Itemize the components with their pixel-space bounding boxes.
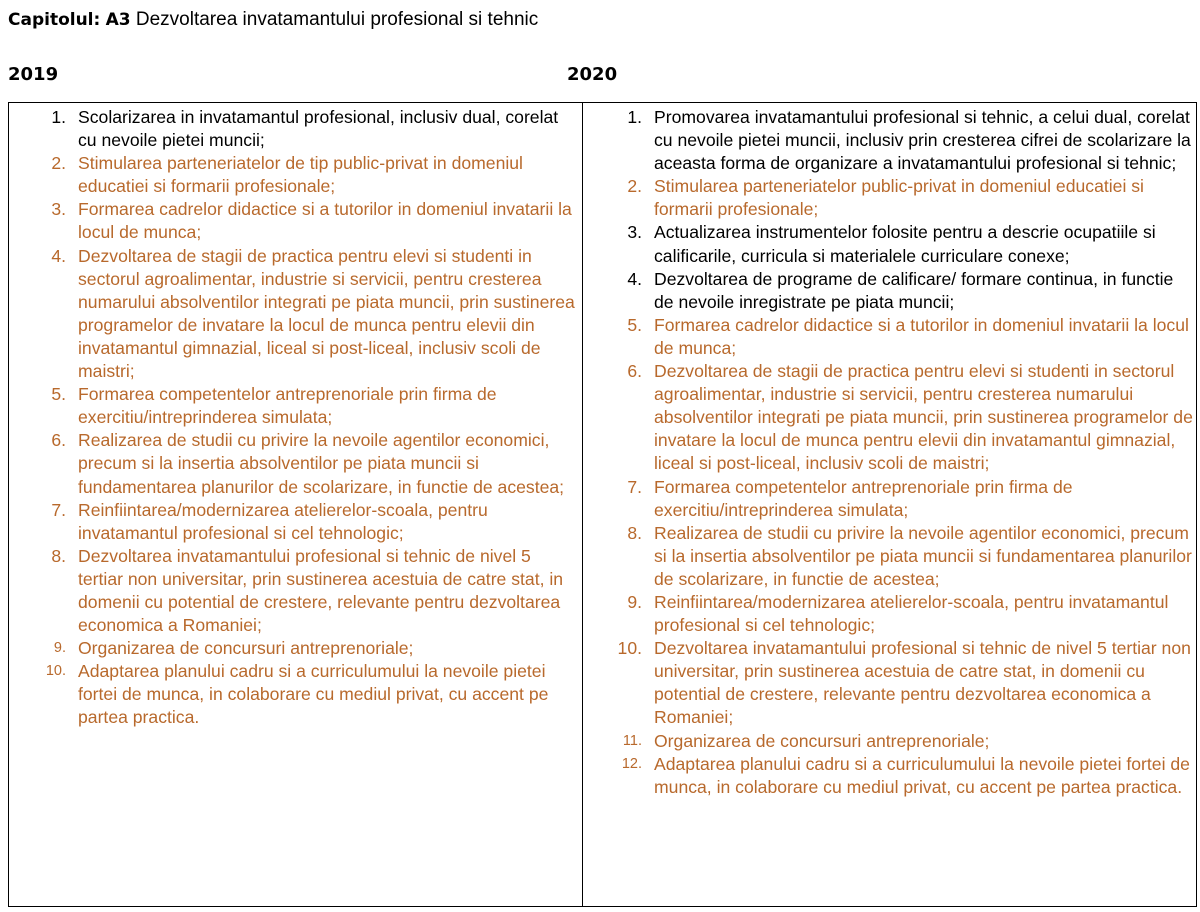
year-heading-2019: 2019 [8, 64, 59, 85]
item-text: Dezvoltarea invatamantului profesional si tehnic de nivel 5 tertiar non universitar, prin sustinerea acestuia de catre stat, in domenii cu potential de crestere, relevante pentru dezvoltarea economica a Romaniei; [78, 545, 564, 636]
item-text: Dezvoltarea de stagii de practica pentru elevi si studenti in sectorul agroalimentar, industrie si servicii, pentru cresterea numarului absolventilor integrati pe piata muncii, prin sustinerea programelor de invatare la locul de munca pentru elevii din invatamantul gimnazial, liceal si post-liceal, inclusiv scoli de maistri; [78, 245, 575, 382]
item-number: 3. [627, 222, 642, 243]
list-item [40, 152, 580, 198]
column-divider [582, 102, 583, 907]
list-item [616, 360, 1194, 475]
list-item [40, 637, 580, 660]
list-item [40, 245, 580, 384]
list-item [616, 730, 1194, 753]
item-number: 3. [51, 199, 66, 220]
list-item [40, 198, 580, 244]
item-text: Realizarea de studii cu privire la nevoile agentilor economici, precum si la insertia absolventilor pe piata muncii si fundamentarea planurilor de scolarizare, in functie de acestea; [654, 522, 1192, 589]
item-number: 2. [627, 176, 642, 197]
list-item [616, 753, 1194, 799]
list-item [616, 637, 1194, 729]
item-text: Formarea cadrelor didactice si a tutorilor in domeniul invatarii la locul de munca; [78, 199, 572, 243]
item-number: 1. [51, 107, 66, 127]
list-item [616, 476, 1194, 522]
list-item [616, 522, 1194, 591]
list-item [616, 106, 1194, 175]
list-item [40, 429, 580, 498]
item-number: 6. [51, 430, 66, 451]
item-text: Stimularea parteneriatelor public-privat in domeniul educatiei si formarii profesionale; [654, 176, 1144, 220]
item-number: 4. [627, 268, 642, 289]
item-number: 2. [51, 153, 66, 174]
list-item [40, 499, 580, 545]
list-item [40, 660, 580, 729]
item-number: 5. [51, 384, 66, 405]
item-number: 9. [53, 640, 66, 657]
item-number: 10. [617, 638, 642, 659]
item-text: Formarea cadrelor didactice si a tutorilor in domeniul invatarii la locul de munca; [654, 314, 1189, 358]
chapter-code: A3 [105, 10, 131, 30]
list-item [616, 268, 1194, 314]
item-number: 11. [622, 732, 642, 749]
item-text: Stimularea parteneriatelor de tip public-privat in domeniul educatiei si formarii profesionale; [78, 153, 523, 197]
chapter-label: Capitolul: [8, 10, 101, 30]
chapter-title: Dezvoltarea invatamantului profesional si tehnic [135, 9, 539, 30]
item-text: Adaptarea planului cadru si a curriculumului la nevoile pietei fortei de munca, in colaborare cu mediul privat, cu accent pe partea practica. [78, 661, 549, 728]
item-text: Scolarizarea in invatamantul profesional, inclusiv dual, corelat cu nevoile pietei muncii; [78, 107, 559, 151]
list-item [616, 591, 1194, 637]
item-text: Reinfiintarea/modernizarea atelierelor-scoala, pentru invatamantul profesional si cel tehnologic; [78, 499, 488, 543]
item-text: Organizarea de concursuri antreprenoriale; [78, 638, 414, 659]
item-text: Formarea competentelor antreprenoriale prin firma de exercitiu/intreprinderea simulata; [654, 476, 1073, 520]
item-text: Dezvoltarea invatamantului profesional si tehnic de nivel 5 tertiar non universitar, prin sustinerea acestuia de catre stat, in domenii cu potential de crestere, relevante pentru dezvoltarea economica a Romaniei; [654, 638, 1191, 728]
item-number: 7. [627, 476, 642, 497]
item-text: Promovarea invatamantului profesional si tehnic, a celui dual, corelat cu nevoile pietei muncii, inclusiv prin cresterea cifrei de scolarizare la aceasta forma de organizare a invatamantului profesional si tehnic; [654, 107, 1191, 174]
list-2019 [40, 106, 580, 730]
item-text: Dezvoltarea de stagii de practica pentru elevi si studenti in sectorul agroalimentar, industrie si servicii, pentru cresterea numarului absolventilor integrati pe piata muncii, prin sustinerea programelor de invatare la locul de munca pentru elevii din invatamantul gimnazial, liceal si post-liceal, inclusiv scoli de maistri; [654, 361, 1193, 474]
item-number: 10. [45, 663, 66, 680]
list-item [616, 221, 1194, 267]
list-item [40, 106, 580, 152]
list-item [40, 545, 580, 637]
list-item [616, 175, 1194, 221]
item-number: 6. [627, 361, 642, 382]
item-text: Actualizarea instrumentelor folosite pentru a descrie ocupatiile si calificarile, curricula si materialele curriculare conexe; [654, 222, 1156, 266]
item-number: 1. [627, 107, 642, 127]
list-2020 [616, 106, 1194, 799]
list-item [40, 383, 580, 429]
item-text: Dezvoltarea de programe de calificare/ formare continua, in functie de nevoile inregistrate pe piata muncii; [654, 268, 1174, 312]
item-text: Formarea competentelor antreprenoriale prin firma de exercitiu/intreprinderea simulata; [78, 384, 497, 428]
item-number: 5. [627, 314, 642, 335]
item-number: 12. [621, 755, 642, 772]
item-number: 8. [51, 545, 66, 566]
item-number: 8. [627, 522, 642, 543]
item-text: Adaptarea planului cadru si a curriculumului la nevoile pietei fortei de munca, in colaborare cu mediul privat, cu accent pe partea practica. [654, 753, 1190, 797]
item-number: 9. [627, 591, 642, 612]
list-item [616, 314, 1194, 360]
item-number: 7. [51, 499, 66, 520]
item-text: Organizarea de concursuri antreprenoriale; [654, 730, 990, 751]
item-text: Realizarea de studii cu privire la nevoile agentilor economici, precum si la insertia absolventilor pe piata muncii si fundamentarea planurilor de scolarizare, in functie de acestea; [78, 430, 565, 497]
chapter-heading [8, 9, 538, 31]
year-heading-2020: 2020 [567, 64, 618, 85]
item-text: Reinfiintarea/modernizarea atelierelor-scoala, pentru invatamantul profesional si cel tehnologic; [654, 591, 1169, 636]
item-number: 4. [51, 245, 66, 266]
